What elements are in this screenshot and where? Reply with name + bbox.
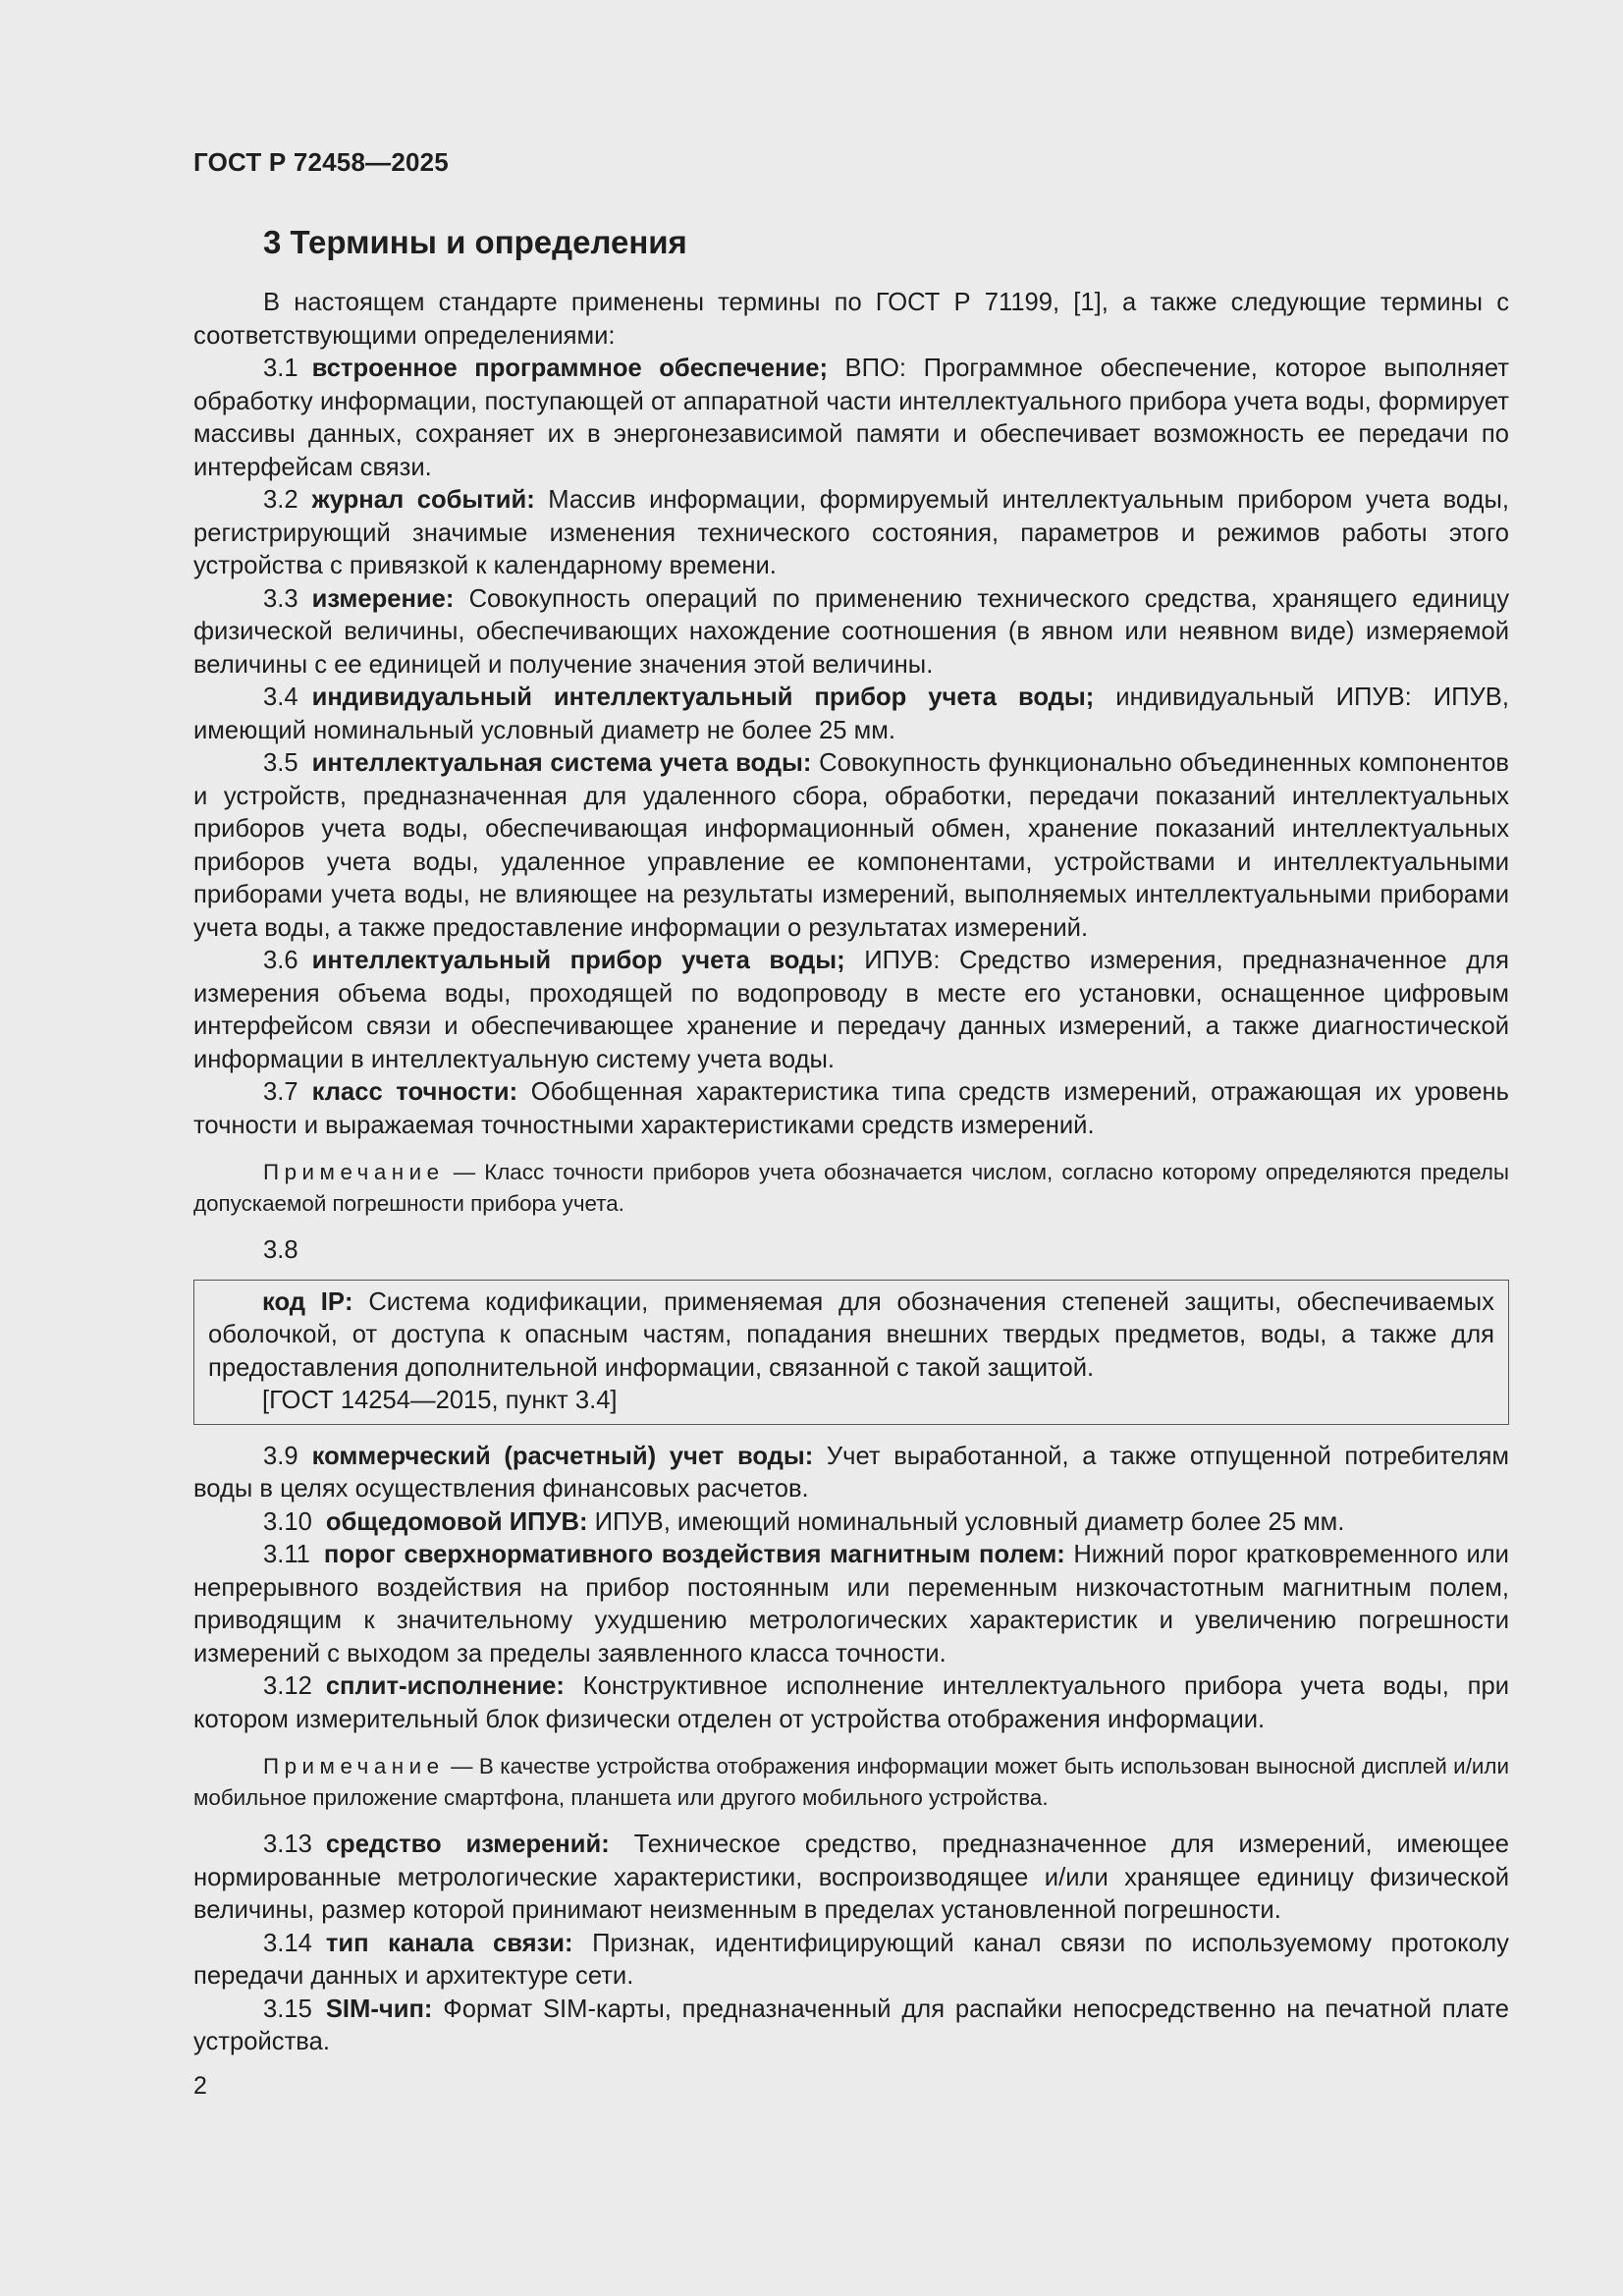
intro-paragraph: В настоящем стандарте применены термины по ГОСТ Р 71199, [1], а также следующие термины с соответствующими определениями:	[193, 289, 1509, 350]
term-3-15	[193, 1994, 1509, 2059]
term-definition: Совокупность функционально объединенных компонентов и устройств, предназначенная для удаленного сбора, обработки, передачи показаний интеллектуальных приборов учета воды, обеспечивающая информационный обмен, хранение показаний интеллектуальных приборов учета воды, удаленное управление ее компонентами, устройствами и интеллектуальными приборами учета воды, не влияющее на результаты измерений, выполняемых интеллектуальными приборами учета воды, а также предоставление информации о результатах измерений.	[193, 749, 1509, 942]
term-name: SIM-чип:	[325, 1995, 433, 2023]
document-code-header: ГОСТ Р 72458—2025	[193, 147, 449, 177]
term-name: класс точности:	[311, 1078, 518, 1106]
term-name: встроенное программное обеспечение;	[311, 355, 828, 382]
term-number: 3.9	[263, 1442, 298, 1470]
term-name: индивидуальный интеллектуальный прибор учета воды;	[311, 683, 1095, 711]
section-title: 3 Термины и определения	[263, 224, 687, 260]
term-3-8-box	[193, 1280, 1509, 1425]
term-name: сплит-исполнение:	[325, 1672, 565, 1700]
page-number: 2	[193, 2072, 207, 2100]
term-definition: Конструктивное исполнение интеллектуального прибора учета воды, при котором измерительный блок физически отделен от устройства отображения информации.	[193, 1672, 1509, 1733]
term-3-12	[193, 1670, 1509, 1736]
term-3-2	[193, 484, 1509, 583]
term-3-10	[193, 1506, 1509, 1540]
term-number: 3.15	[263, 1995, 312, 2023]
term-3-8	[208, 1286, 1494, 1386]
term-name: коммерческий (расчетный) учет воды:	[311, 1442, 814, 1470]
note-text: — В качестве устройства отображения информации может быть использован выносной дисплей и/или мобильное приложение смартфона, планшета или другого мобильного устройства.	[193, 1754, 1509, 1810]
term-number: 3.6	[263, 947, 298, 974]
term-3-7	[193, 1076, 1509, 1142]
term-3-8-reference: [ГОСТ 14254—2015, пункт 3.4]	[262, 1387, 618, 1414]
term-definition: Нижний порог кратковременного или непрерывного воздействия на прибор постоянным или переменным низкочастотным магнитным полем, приводящим к значительному ухудшению метрологических характеристик и увеличению погрешности измерений с выходом за пределы заявленного класса точности.	[193, 1541, 1509, 1667]
term-3-1	[193, 353, 1509, 484]
term-definition: Формат SIM-карты, предназначенный для распайки непосредственно на печатной плате устройства.	[193, 1995, 1509, 2055]
term-3-13	[193, 1829, 1509, 1928]
term-number: 3.14	[263, 1929, 312, 1957]
term-3-11	[193, 1539, 1509, 1670]
term-3-4	[193, 682, 1509, 747]
term-number: 3.2	[263, 486, 298, 514]
term-number: 3.10	[263, 1507, 312, 1536]
term-name: измерение:	[311, 584, 455, 613]
note-text: — Класс точности приборов учета обозначается числом, согласно которому определяются пределы допускаемой погрешности прибора учета.	[193, 1160, 1509, 1216]
note-label: Примечание	[263, 1754, 445, 1778]
term-definition: Массив информации, формируемый интеллектуальным прибором учета воды, регистрирующий значимые изменения технического состояния, параметров и режимов работы этого устройства с привязкой к календарному времени.	[193, 486, 1509, 579]
term-3-9	[193, 1441, 1509, 1506]
term-definition: Совокупность операций по применению технического средства, хранящего единицу физической величины, обеспечивающих нахождение соотношения (в явном или неявном виде) измеряемой величины с ее единицей и получение значения этой величины.	[193, 584, 1509, 679]
term-number: 3.11	[263, 1541, 310, 1568]
term-number: 3.13	[263, 1831, 312, 1858]
term-number: 3.1	[263, 355, 298, 382]
term-3-8-number: 3.8	[263, 1236, 298, 1264]
term-definition: Система кодификации, применяемая для обозначения степеней защиты, обеспечиваемых оболочкой, от доступа к опасным частям, попадания внешних твердых предметов, воды, а также для предоставления дополнительной информации, связанной с такой защитой.	[208, 1287, 1494, 1382]
term-number: 3.7	[263, 1078, 298, 1106]
term-name: код IP:	[262, 1287, 353, 1316]
term-number: 3.3	[263, 584, 298, 613]
term-definition: Обобщенная характеристика типа средств измерений, отражающая их уровень точности и выражаемая точностными характеристиками средств измерений.	[193, 1078, 1509, 1139]
term-name: тип канала связи:	[325, 1929, 573, 1957]
term-definition: ИПУВ, имеющий номинальный условный диаметр более 25 мм.	[594, 1507, 1345, 1536]
term-name: интеллектуальная система учета воды:	[311, 749, 812, 777]
term-definition: индивидуальный ИПУВ: ИПУВ, имеющий номинальный условный диаметр не более 25 мм.	[193, 683, 1509, 744]
term-number: 3.4	[263, 683, 298, 711]
note-2	[193, 1751, 1509, 1814]
term-3-14	[193, 1928, 1509, 1994]
term-name: журнал событий:	[311, 486, 535, 514]
term-name: интеллектуальный прибор учета воды;	[311, 947, 845, 974]
document-body	[193, 287, 1509, 2059]
term-definition: ИПУВ: Средство измерения, предназначенное для измерения объема воды, проходящей по водопроводу в месте его установки, оснащенное цифровым интерфейсом связи и обеспечивающее хранение и передачу данных измерений, а также диагностической информации в интеллектуальную систему учета воды.	[193, 947, 1509, 1073]
term-3-3	[193, 583, 1509, 683]
term-name: средство измерений:	[325, 1831, 610, 1858]
term-3-6	[193, 945, 1509, 1076]
note-label: Примечание	[263, 1160, 445, 1184]
term-number: 3.5	[263, 749, 298, 777]
term-name: порог сверхнормативного воздействия магнитным полем:	[323, 1541, 1065, 1568]
term-definition: Техническое средство, предназначенное для измерений, имеющее нормированные метрологические характеристики, воспроизводящее и/или хранящее единицу физической величины, размер которой принимают неизменным в пределах установленной погрешности.	[193, 1831, 1509, 1924]
term-number: 3.12	[263, 1672, 312, 1700]
term-definition: Признак, идентифицирующий канал связи по используемому протоколу передачи данных и архитектуре сети.	[193, 1929, 1509, 1990]
note-1	[193, 1157, 1509, 1220]
term-name: общедомовой ИПУВ:	[325, 1507, 588, 1536]
term-definition: Учет выработанной, а также отпущенной потребителям воды в целях осуществления финансовых расчетов.	[193, 1442, 1509, 1503]
term-3-5	[193, 747, 1509, 945]
term-definition: ВПО: Программное обеспечение, которое выполняет обработку информации, поступающей от аппаратной части интеллектуального прибора учета воды, формирует массивы данных, сохраняет их в энергонезависимой памяти и обеспечивает возможность ее передачи по интерфейсам связи.	[193, 355, 1509, 481]
